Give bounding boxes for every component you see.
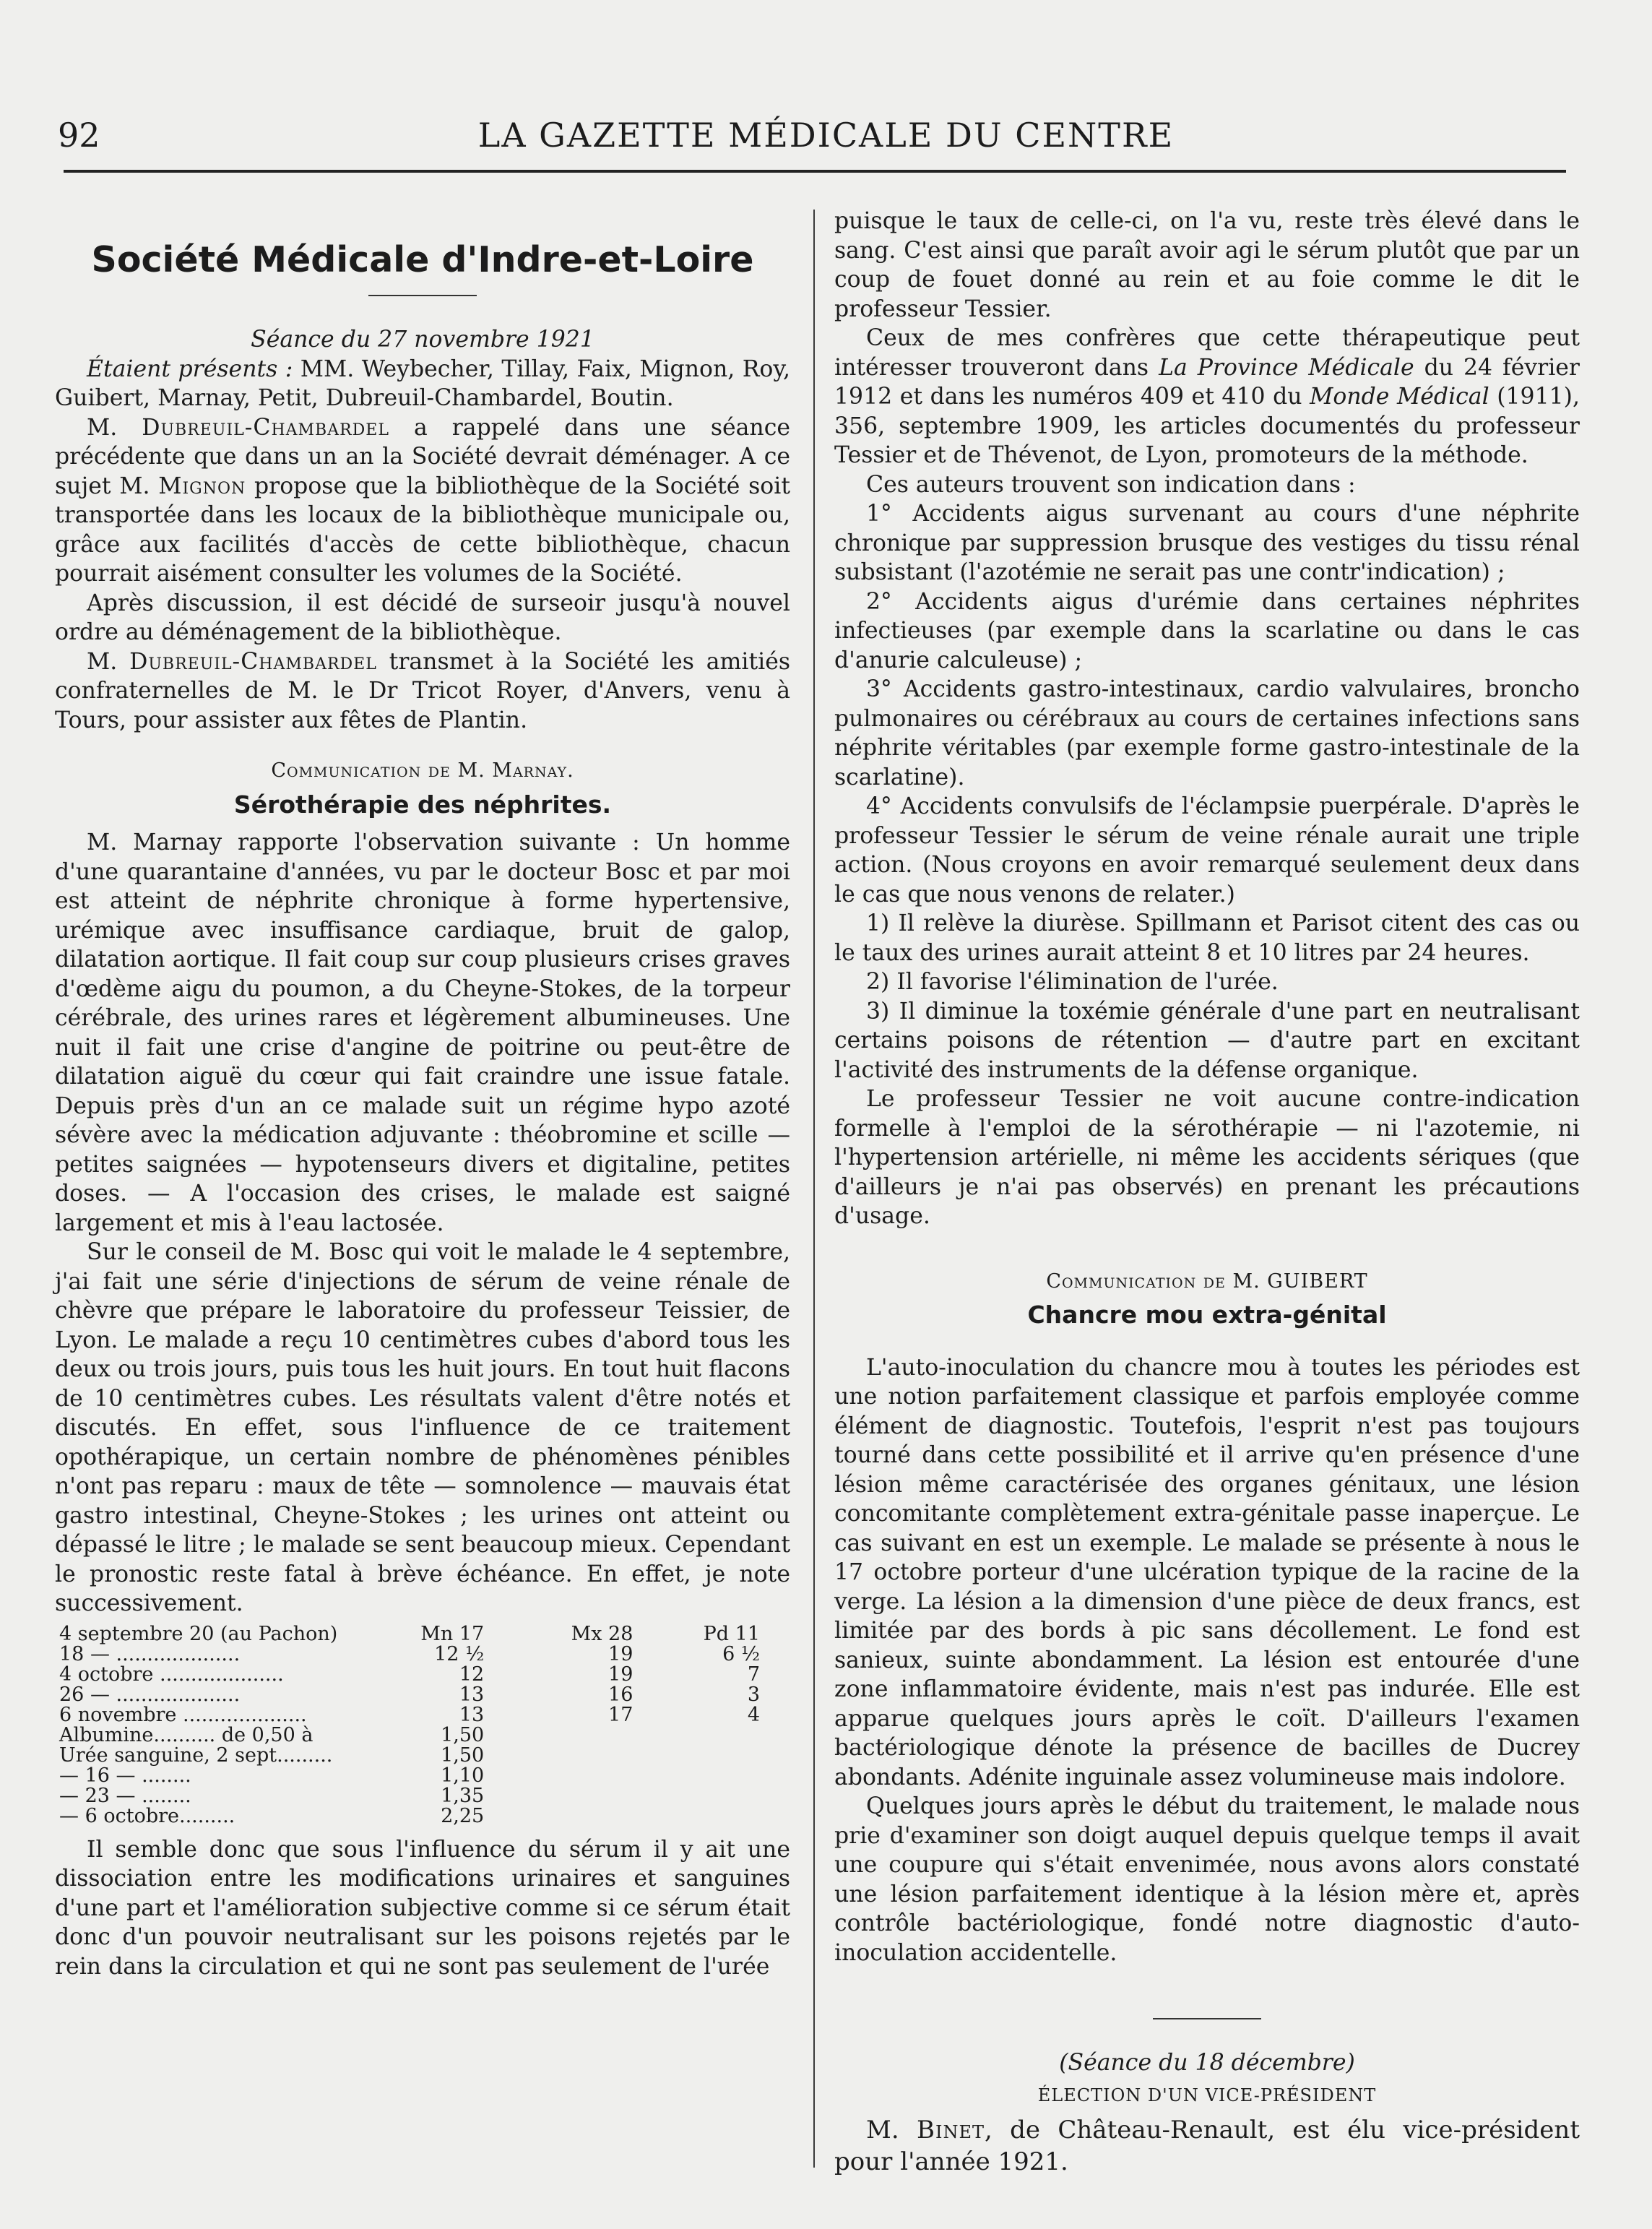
table-cell-mn: 2,25 xyxy=(441,1804,485,1827)
text-fragment: M. xyxy=(87,648,130,675)
text-fragment: , de Château-Renault, est élu vice-président pour l'année 1921. xyxy=(834,2116,1580,2176)
table-cell-pd xyxy=(647,1725,782,1746)
author-name: Dubreuil-Chambardel xyxy=(142,414,389,441)
table-row xyxy=(59,1725,782,1746)
table-cell-mx: 19 xyxy=(608,1663,633,1686)
action-2: 2) Il favorise l'élimination de l'urée. xyxy=(866,969,1279,995)
indication-3: 3° Accidents gastro-intestinaux, cardio valvulaires, broncho pulmonaires ou cérébraux au cours de certaines infections sans néphrite véritables (par exemple forme gastro-intestinale de la scarlatine). xyxy=(834,676,1580,790)
discussion-paragraph: Après discussion, il est décidé de surseoir jusqu'à nouvel ordre au déménagement de la bibliothèque. xyxy=(55,590,790,645)
journal-ref: Monde Médical xyxy=(1310,384,1489,410)
library-paragraph xyxy=(55,413,790,589)
table-cell-mx: 19 xyxy=(608,1642,633,1665)
table-cell-mx xyxy=(498,1766,647,1786)
table-cell-label: Urée sanguine, 2 sept......... xyxy=(59,1743,333,1767)
table-cell-mx xyxy=(498,1806,647,1827)
page-number: 92 xyxy=(58,116,100,155)
table-row xyxy=(59,1685,782,1705)
table-cell-label: Albumine.......... de 0,50 à xyxy=(59,1723,313,1746)
indication-1: 1° Accidents aigus survenant au cours d'une néphrite chronique par suppression brusque des vestiges du tissu rénal subsistant (l'azotémie ne serait pas une contr'indication) ; xyxy=(834,501,1580,585)
table-cell-pd: 4 xyxy=(747,1703,760,1726)
table-row xyxy=(59,1766,782,1786)
communication-label: Communication de M. Marnay. xyxy=(271,759,574,782)
text-fragment: (1911), 356, septembre 1909, les articles documentés du professeur Tessier et de Thévenot, de Lyon, promoteurs de la méthode. xyxy=(834,384,1580,468)
table-row xyxy=(59,1786,782,1806)
attendees-names: MM. Weybecher, Tillay, Faix, Mignon, Roy, Guibert, Marnay, Petit, Dubreuil-Chambardel, Boutin. xyxy=(55,355,790,411)
text-fragment: Ceux de mes confrères que cette thérapeutique peut intéresser trouveront dans xyxy=(834,325,1580,381)
table-cell-label: 26 — .................... xyxy=(59,1683,241,1706)
references-paragraph xyxy=(834,324,1580,470)
seance-date-2: (Séance du 18 décembre) xyxy=(1059,2050,1355,2076)
communication-title: Sérothérapie des néphrites. xyxy=(233,790,612,819)
text-fragment: M. xyxy=(866,2116,917,2144)
seance-date: Séance du 27 novembre 1921 xyxy=(251,327,594,353)
attendees-label: Étaient présents : xyxy=(87,355,293,382)
author-name: Mignon xyxy=(158,473,246,499)
text-fragment: a rappelé dans une séance précédente que dans un an la Société devrait déménager. A ce sujet M. xyxy=(55,414,791,499)
table-cell-mx: 16 xyxy=(608,1683,633,1706)
table-cell-mn: 1,35 xyxy=(441,1784,485,1807)
chancre-paragraph: L'auto-inoculation du chancre mou à toutes les périodes est une notion parfaitement classique et parfois employée comme élément de diagnostic. Toutefois, l'esprit n'est pas toujours tourné dans cette possibilité et il arrive qu'en présence d'une lésion même caractérisée des organes génitaux, une lésion concomitante complètement extra-génitale passe inaperçue. Le cas suivant en est un exemple. Le malade se présente à nous le 17 octobre porteur d'une ulcération typique de la racine de la verge. La lésion a la dimension d'une pièce de deux francs, est limitée par des bords à pic sans décollement. Le fond est sanieux, suinte abondamment. La lésion est entourée d'une zone inflammatoire évidente, mais n'est pas indurée. Elle est apparue quelques jours après le coït. D'ailleurs l'examen bactériologique dénote la présence de bacilles de Ducrey abondants. Adénite inguinale assez volumineuse mais indolore. xyxy=(834,1354,1580,1790)
treatment-paragraph: Sur le conseil de M. Bosc qui voit le malade le 4 septembre, j'ai fait une série d'injections de sérum de veine rénale de chèvre que prépare le laboratoire du professeur Teissier, de Lyon. Le malade a reçu 10 centimètres cubes d'abord tous les deux ou trois jours, puis tous les huit jours. En tout huit flacons de 10 centimètres cubes. Les résultats valent d'être notés et discutés. En effet, sous l'influence de ce traitement opothérapique, un certain nombre de phénomènes pénibles n'ont pas reparu : maux de tête — somnolence — mauvais état gastro intestinal, Cheyne-Stokes ; les urines ont atteint ou dépassé le litre ; le malade se sent beaucoup mieux. Cependant le pronostic reste fatal à brève échéance. En effet, je note successivement. xyxy=(55,1239,790,1616)
table-cell-mn: Mn 17 xyxy=(420,1622,485,1645)
table-cell-mn: 1,10 xyxy=(441,1764,485,1787)
continuation-paragraph: puisque le taux de celle-ci, on l'a vu, reste très élevé dans le sang. C'est ainsi que paraît avoir agi le sérum plutôt que par un coup de fouet donné au rein et au foie comme le dit le professeur Tessier. xyxy=(834,208,1580,322)
table-cell-mn: 1,50 xyxy=(441,1743,485,1767)
attendees-paragraph xyxy=(55,355,790,413)
table-row xyxy=(59,1806,782,1827)
table-cell-pd xyxy=(647,1766,782,1786)
contraindications-paragraph: Le professeur Tessier ne voit aucune contre-indication formelle à l'emploi de la sérothérapie — ni l'azotemie, ni l'hypertension artérielle, ni même les accidents sériques (que d'ailleurs je n'ai pas observés) en prenant les précautions d'usage. xyxy=(834,1086,1580,1229)
greetings-paragraph xyxy=(55,647,790,736)
table-cell-mn: 13 xyxy=(459,1683,485,1706)
table-cell-label: — 16 — ........ xyxy=(59,1764,191,1787)
table-cell-label: — 23 — ........ xyxy=(59,1784,191,1807)
table-cell-mn: 13 xyxy=(459,1703,485,1726)
election-label: ÉLECTION D'UN VICE-PRÉSIDENT xyxy=(1037,2084,1377,2105)
text-fragment: transmet à la Société les amitiés confraternelles de M. le Dr Tricot Royer, d'Anvers, venu à Tours, pour assister aux fêtes de Plantin. xyxy=(55,648,791,733)
table-cell-label: — 6 octobre......... xyxy=(59,1804,235,1827)
section-rule xyxy=(1153,2018,1261,2019)
finger-lesion-paragraph: Quelques jours après le début du traitement, le malade nous prie d'examiner son doigt auquel depuis quelque temps il avait une coupure qui s'était envenimée, nous avons alors constaté une lésion parfaitement identique à la lésion mère et, après contrôle bactériologique, fondé notre diagnostic d'auto-inoculation accidentelle. xyxy=(834,1793,1580,1966)
left-column xyxy=(55,210,790,1981)
table-row xyxy=(59,1644,782,1665)
table-row xyxy=(59,1746,782,1766)
indications-intro: Ces auteurs trouvent son indication dans : xyxy=(866,471,1356,498)
author-name: Binet xyxy=(916,2116,985,2144)
table-cell-pd xyxy=(647,1746,782,1766)
table-row xyxy=(59,1665,782,1685)
table-cell-pd xyxy=(647,1786,782,1806)
table-cell-pd: Pd 11 xyxy=(703,1622,760,1645)
table-cell-pd: 6 ½ xyxy=(722,1642,760,1665)
society-title: Société Médicale d'Indre-et-Loire xyxy=(91,239,754,280)
conclusion-paragraph: Il semble donc que sous l'influence du sérum il y ait une dissociation entre les modifications urinaires et sanguines d'une part et l'amélioration subjective comme si ce sérum était donc d'un pouvoir neutralisant sur les poisons rejetés par le rein dans la circulation et qui ne sont pas seulement de l'urée xyxy=(55,1836,790,1980)
table-cell-label: 18 — .................... xyxy=(59,1642,241,1665)
title-rule xyxy=(368,295,477,296)
action-3: 3) Il diminue la toxémie générale d'une part en neutralisant certains poisons de rétention — d'autre part en excitant l'activité des instruments de la défense organique. xyxy=(834,998,1580,1083)
indication-4: 4° Accidents convulsifs de l'éclampsie puerpérale. D'après le professeur Tessier le sérum de veine rénale aurait une triple action. (Nous croyons en avoir remarqué seulement deux dans le cas que nous venons de relater.) xyxy=(834,793,1580,907)
table-row xyxy=(59,1705,782,1725)
results-table xyxy=(59,1624,782,1827)
table-cell-mn: 1,50 xyxy=(441,1723,485,1746)
table-row xyxy=(59,1624,782,1644)
table-cell-mx xyxy=(498,1725,647,1746)
text-fragment: M. xyxy=(87,414,142,441)
table-cell-mx: Mx 28 xyxy=(571,1622,633,1645)
right-column xyxy=(834,207,1580,2178)
journal-ref: La Province Médicale xyxy=(1159,354,1414,381)
table-cell-mx: 17 xyxy=(608,1703,633,1726)
table-cell-mx xyxy=(498,1746,647,1766)
communication-title: Chancre mou extra-génital xyxy=(1027,1301,1387,1329)
text-fragment: propose que la bibliothèque de la Société soit transportée dans les locaux de la bibliothèque municipale ou, grâce aux facilités d'accès de cette bibliothèque, chacun pourrait aisément consulter les volumes de la Société. xyxy=(55,473,790,587)
table-cell-label: 6 novembre .................... xyxy=(59,1703,307,1726)
table-cell-pd: 7 xyxy=(747,1663,760,1686)
table-cell-label: 4 septembre 20 (au Pachon) xyxy=(59,1622,338,1645)
election-paragraph xyxy=(834,2114,1580,2178)
text-fragment: du 24 février 1912 et dans les numéros 409 et 410 du xyxy=(834,354,1580,410)
table-cell-mn: 12 ½ xyxy=(434,1642,485,1665)
table-cell-pd: 3 xyxy=(747,1683,760,1706)
column-divider xyxy=(813,210,815,2168)
table-cell-mn: 12 xyxy=(459,1663,485,1686)
table-cell-label: 4 octobre .................... xyxy=(59,1663,284,1686)
author-name: Dubreuil-Chambardel xyxy=(129,648,377,675)
table-cell-mx xyxy=(498,1786,647,1806)
case-paragraph: M. Marnay rapporte l'observation suivante : Un homme d'une quarantaine d'années, vu par le docteur Bosc et par moi est atteint de néphrite chronique à forme hypertensive, urémique avec insuffisance cardiaque, bruit de galop, dilatation aortique. Il fait coup sur coup plusieurs crises graves d'œdème aigu du poumon, a du Cheyne-Stokes, de la torpeur cérébrale, des urines rares et légèrement albumineuses. Une nuit il fait une crise d'angine de poitrine ou peut-être de dilatation aiguë du cœur qui fait craindre une issue fatale. Depuis près d'un an ce malade suit un régime hypo azoté sévère avec la médication adjuvante : théobromine et scille — petites saignées — hypotenseurs divers et digitaline, petites doses. — A l'occasion des crises, le malade est saigné largement et mis à l'eau lactosée. xyxy=(55,829,790,1236)
action-1: 1) Il relève la diurèse. Spillmann et Parisot citent des cas ou le taux des urines aurait atteint 8 et 10 litres par 24 heures. xyxy=(834,910,1580,966)
header-rule xyxy=(64,170,1566,173)
indication-2: 2° Accidents aigus d'urémie dans certaines néphrites infectieuses (par exemple dans la scarlatine ou dans le cas d'anurie calculeuse) ; xyxy=(834,588,1580,673)
table-cell-pd xyxy=(647,1806,782,1827)
journal-title: LA GAZETTE MÉDICALE DU CENTRE xyxy=(477,116,1175,155)
communication-label: Communication de M. GUIBERT xyxy=(1046,1269,1368,1293)
